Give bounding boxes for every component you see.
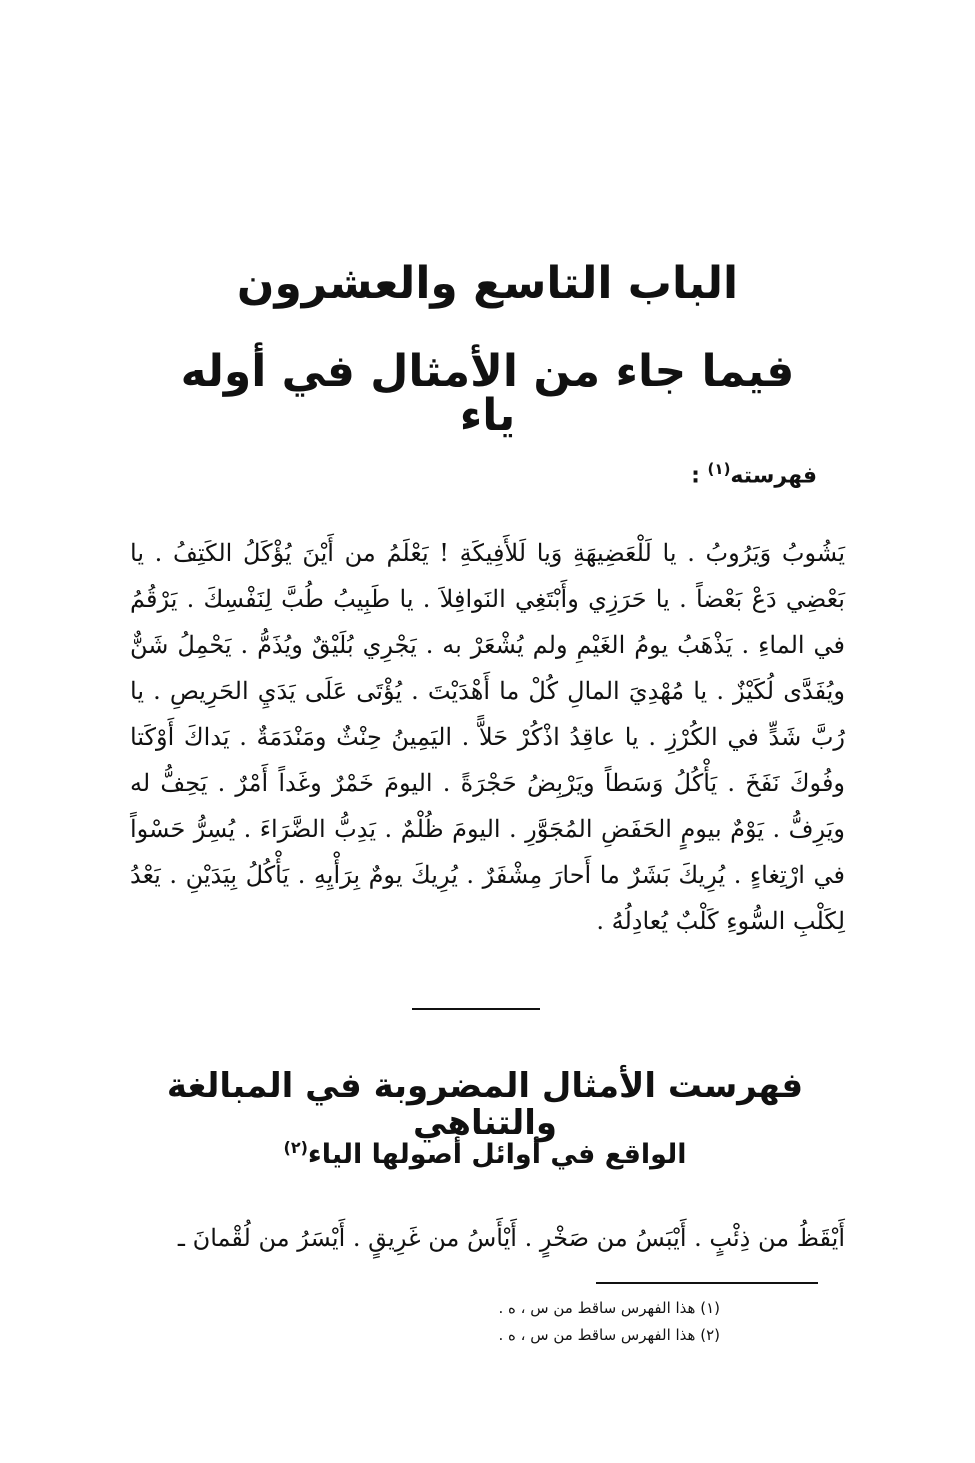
section-subtitle: الواقع في أوائل أصولها الياء — [307, 1139, 687, 1170]
proverbs-paragraph: يَشُوبُ وَيَرُوبُ . يا لَلْعَضِيهَةِ وَيا لَلأَفِيكَةِ ! يَعْلَمُ من أَيْنَ يُؤْكَلُ الكَتِفُ . يا بَعْضِي دَعْ بَعْضاً . يا حَرَزِي وأَبْتَغِي النَوافِلاَ . يا طَبِيبُ طُبَّ لِنَفْسِكَ . يَرْقُمُ في الماءِ . يَذْهَبُ يومُ الغَيْمِ ولم يُشْعَرْ به . يَجْرِي بُلَيْقٌ ويُذَمُّ . يَحْمِلُ شَنٌّ ويُفَدَّى لُكَيْزٌ . يا مُهْدِيَ المالِ كُلْ ما أَهْدَيْتَ . يُؤْتَى عَلَى يَدَيِ الحَرِيصِ . يا رُبَّ شَدٍّ في الكُرْزِ . يا عاقِدُ اذْكُرْ حَلاًّ . اليَمِينُ حِنْثٌ ومَنْدَمَةٌ . يَداكَ أَوْكَتا وفُوكَ نَفَخَ . يَأْكُلُ وَسَطاً ويَرْبِضُ حَجْرَةً . اليومَ خَمْرٌ وغَداً أَمْرٌ . يَحِفُّ له ويَرِفُّ . يَوْمٌ بيومٍ الحَفَضِ المُجَوَّرِ . اليومَ ظُلْمٌ . يَدِبُّ الضَّرَاءَ . يُسِرُّ حَسْواً في ارْتِغاءٍ . يُرِيكَ بَشَرٌ ما أَحارَ مِشْفَرٌ . يُرِيكَ يومٌ بِرَأْيِهِ . يَأْكُلُ بِيَدَيْنِ . يَعْدُ لِكَلْبِ السُّوءِ كَلْبٌ يُعادِلُهُ . — [130, 539, 845, 935]
section-title: فهرست الأمثال المضروبة في المبالغة والتناهي — [166, 1066, 804, 1144]
section-subtitle-heading — [160, 1138, 810, 1171]
footnote-divider — [596, 1282, 818, 1284]
footnote-marker-1: (١) — [707, 460, 731, 478]
chapter-title: الباب التاسع والعشرون — [236, 258, 739, 309]
index-heading — [691, 460, 817, 488]
section-proverbs-line: أَيْقَظُ من ذِئْبٍ . أَيْبَسُ من صَخْرٍ . أَيْأَسُ من غَرِيقٍ . أَيْسَرُ من لُقْمانَ ـ — [177, 1224, 845, 1252]
footnote-2: (٢) هذا الفهرس ساقط من س ، ه . — [498, 1326, 720, 1344]
chapter-subtitle: فيما جاء من الأمثال في أوله ياء — [180, 346, 795, 441]
index-colon: : — [691, 463, 700, 489]
index-label: فهرسته — [730, 463, 817, 489]
footnotes-list — [499, 1295, 720, 1349]
section-divider — [412, 1008, 540, 1010]
footnote-marker-2: (٢) — [283, 1138, 308, 1157]
footnote-1: (١) هذا الفهرس ساقط من س ، ه . — [498, 1299, 720, 1317]
